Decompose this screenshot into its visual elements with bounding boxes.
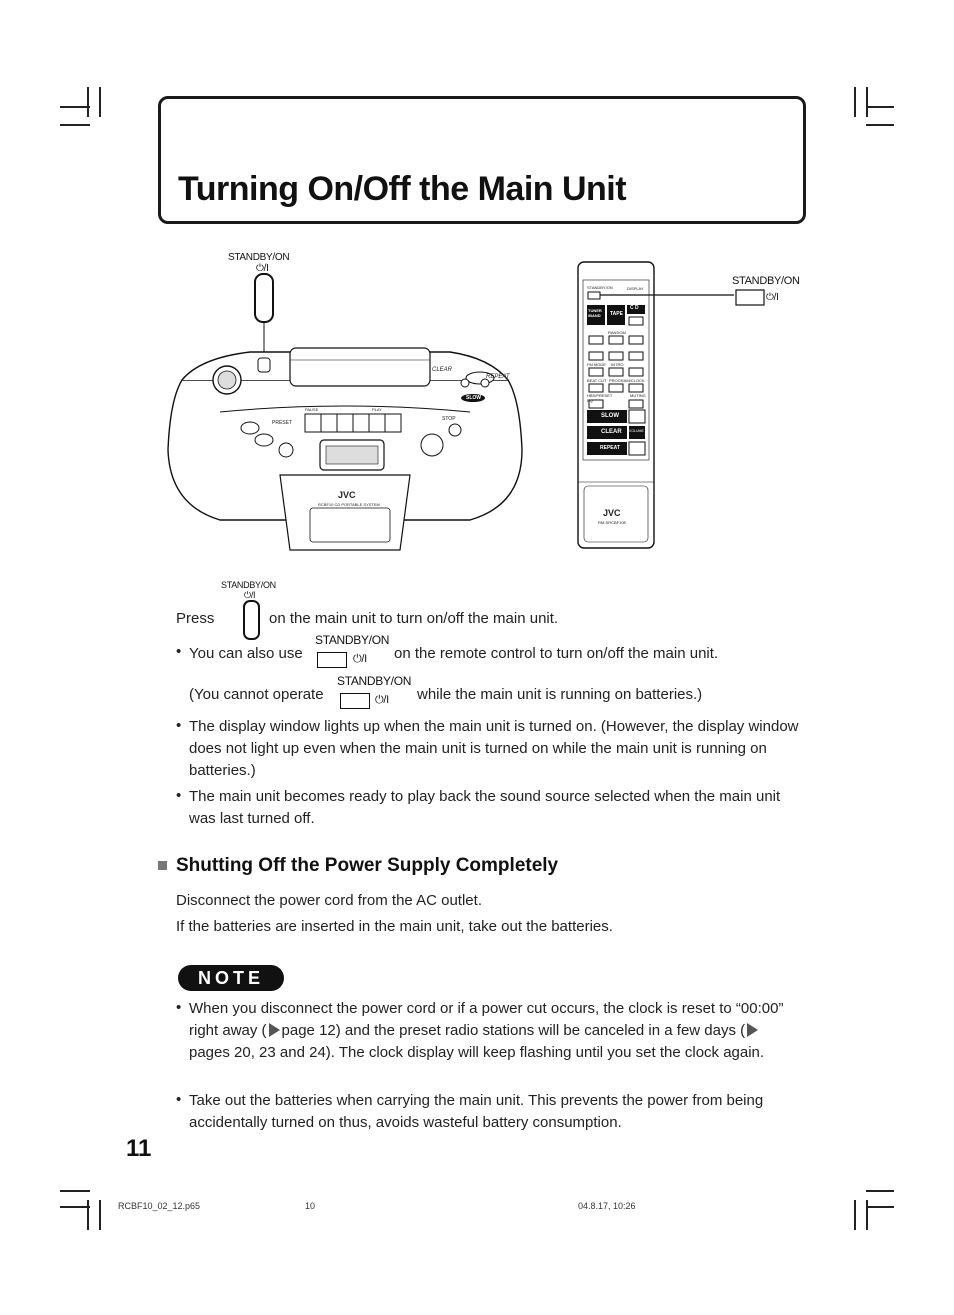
press-button-icon — [243, 600, 260, 640]
unit-pause-label: PAUSE — [305, 407, 319, 412]
bullet-dot-3: • — [176, 787, 182, 804]
press-standby-symbol: ⏻/I — [244, 590, 256, 600]
unit-standby-label: STANDBY/ON — [228, 252, 290, 263]
footer-page: 10 — [305, 1201, 316, 1211]
remote-figure — [576, 260, 806, 550]
note-badge: NOTE — [178, 965, 284, 991]
page-number: 11 — [126, 1135, 152, 1162]
remote-lbl-cd: C D — [630, 305, 639, 311]
remote-lbl-repeat: REPEAT — [600, 445, 620, 451]
section-line2: If the batteries are inserted in the main unit, take out the batteries. — [176, 918, 613, 935]
bullet3-text: The main unit becomes ready to play back the sound source selected when the main unit was last turned off. — [189, 788, 781, 827]
page-title: Turning On/Off the Main Unit — [178, 170, 627, 208]
arrow-icon — [269, 1023, 280, 1037]
unit-brand: JVC — [338, 490, 356, 500]
unit-slow-label: SLOW — [466, 395, 481, 401]
unit-model: RCBF10 CD PORTABLE SYSTEM — [318, 502, 380, 507]
remote-brand: JVC — [603, 508, 621, 518]
cannot-button-icon — [340, 693, 370, 709]
remote-lbl-standby: STANDBY/ON — [587, 285, 613, 290]
cannot-standby-symbol: ⏻/I — [375, 694, 389, 706]
bullet1-standby-label: STANDBY/ON — [315, 633, 390, 647]
unit-standby-symbol: ⏻/I — [256, 263, 269, 274]
note-item-2: Take out the batteries when carrying the main unit. This prevents the power from being accidentally turned on thus, avoids wasteful battery consumption. — [189, 1092, 764, 1131]
footer-file: RCBF10_02_12.p65 — [118, 1201, 201, 1211]
cannot-before: (You cannot operate — [189, 686, 324, 703]
unit-repeat-label: REPEAT — [486, 374, 510, 380]
boombox-drawing — [160, 250, 530, 560]
remote-lbl-hbs: HBS/PRESET EQ — [587, 393, 613, 403]
standby-callout-button — [255, 274, 273, 322]
remote-lbl-tuner: TUNER /BAND — [588, 308, 602, 318]
note1-part-a: When you disconnect the power cord or if a power cut occurs, the clock is reset to “00:00” right away ( — [189, 1000, 784, 1039]
bullet1-button-icon — [317, 652, 347, 668]
note1-part-b: page 12) and the preset radio stations will be canceled in a few days ( — [281, 1022, 746, 1039]
press-standby-label: STANDBY/ON — [221, 580, 276, 590]
note-dot-2: • — [176, 1091, 182, 1108]
note1-part-c: pages 20, 23 and 24). The clock display will keep flashing until you set the clock again. — [189, 1044, 765, 1061]
remote-lbl-muting: MUTING — [630, 393, 646, 398]
unit-preset-label: PRESET — [272, 420, 293, 426]
main-unit-figure — [160, 250, 530, 560]
footer-date: 04.8.17, 10:26 — [578, 1201, 636, 1211]
remote-standby-callout-label: STANDBY/ON — [732, 275, 800, 287]
section-heading: Shutting Off the Power Supply Completely — [176, 855, 559, 876]
unit-clear-label: CLEAR — [432, 367, 453, 373]
cannot-after: while the main unit is running on batteries.) — [417, 686, 703, 703]
section-square-icon — [158, 861, 167, 870]
press-after: on the main unit to turn on/off the main unit. — [269, 610, 559, 627]
remote-drawing — [576, 260, 806, 550]
bullet2-text: The display window lights up when the main unit is turned on. (However, the display window does not light up even when the main unit is turned on while the main unit is running on batteries.) — [189, 718, 799, 779]
note-dot-1: • — [176, 999, 182, 1016]
remote-model: RM-SRCBF10E — [598, 520, 627, 525]
remote-lbl-volume: VOLUME — [629, 429, 644, 433]
unit-play-label: PLAY — [372, 407, 382, 412]
press-before: Press — [176, 610, 215, 627]
remote-lbl-beatcut: BEAT CUT — [587, 378, 607, 383]
remote-lbl-fmmode: FM MODE — [587, 362, 606, 367]
bullet1-after: on the remote control to turn on/off the main unit. — [394, 645, 719, 662]
remote-lbl-clear: CLEAR — [601, 429, 622, 435]
remote-lbl-random: RANDOM — [608, 330, 626, 335]
remote-lbl-display: DISPLAY — [627, 286, 644, 291]
bullet-dot-2: • — [176, 717, 182, 734]
remote-standby-callout — [736, 290, 764, 305]
section-line1: Disconnect the power cord from the AC outlet. — [176, 892, 482, 909]
remote-standby-callout-symbol: ⏻/I — [766, 292, 779, 303]
bullet1-before: You can also use — [189, 645, 303, 662]
remote-lbl-intro: INTRO — [611, 362, 624, 367]
remote-lbl-program: PROGRAM/CLOCK — [609, 378, 645, 383]
bullet1-standby-symbol: ⏻/I — [353, 653, 367, 665]
bullet-dot-1: • — [176, 643, 182, 660]
remote-lbl-slow: SLOW — [601, 413, 619, 419]
remote-lbl-tape: TAPE — [610, 311, 623, 317]
cannot-standby-label: STANDBY/ON — [337, 674, 412, 688]
note-item-1 — [189, 998, 799, 1064]
unit-stop-label: STOP — [442, 416, 456, 422]
arrow-icon — [747, 1023, 758, 1037]
